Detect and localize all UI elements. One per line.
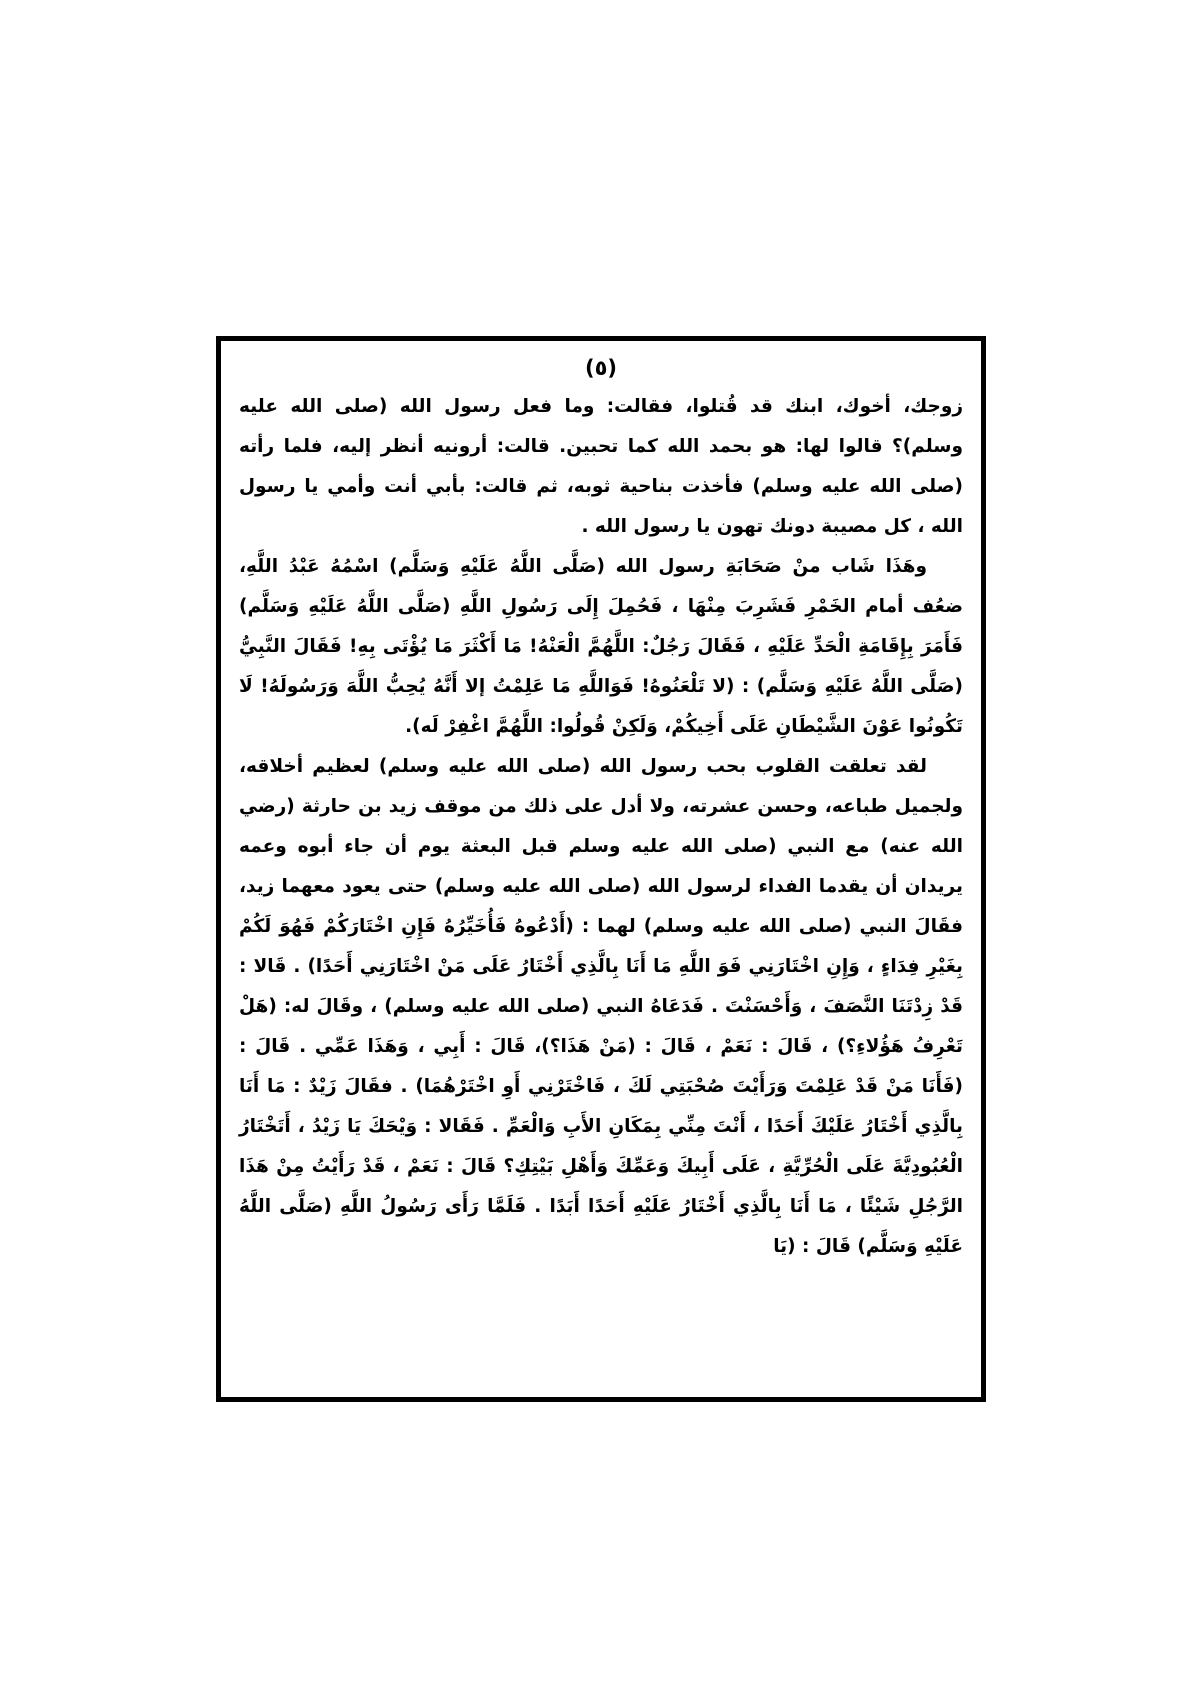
paragraph-1: زوجك، أخوك، ابنك قد قُتلوا، فقالت: وما فعل رسول الله (صلى الله عليه وسلم)؟ قالوا لها: هو بحمد الله كما تحبين. قالت: أرونيه أنظر إليه، فلما رأته (صلى الله عليه وسلم) فأخذت بناحية ثوبه، ثم قالت: بأبي أنت وأمي يا رسول الله ، كل مصيبة دونك تهون يا رسول الله . [239, 396, 963, 537]
paragraph-3: لقد تعلقت القلوب بحب رسول الله (صلى الله عليه وسلم) لعظيم أخلاقه، ولجميل طباعه، وحسن عشرته، ولا أدل على ذلك من موقف زيد بن حارثة (رضي الله عنه) مع النبي (صلى الله عليه وسلم قبل البعثة يوم أن جاء أبوه وعمه يريدان أن يقدما الفداء لرسول الله (صلى الله عليه وسلم) حتى يعود معهما زيد، فقَالَ النبي (صلى الله عليه وسلم) لهما : (أَدْعُوهُ فَأُخَيِّرُهُ فَإِنِ اخْتَارَكُمْ فَهُوَ لَكُمْ بِغَيْرِ فِدَاءٍ ، وَإِنِ اخْتَارَنِي فَوَ اللَّهِ مَا أَنَا بِالَّذِي أَخْتَارُ عَلَى مَنْ اخْتَارَنِي أَحَدًا) . قَالا : قَدْ زِدْتَنَا النَّصَفَ ، وَأَحْسَنْتَ . فَدَعَاهُ النبي (صلى الله عليه وسلم) ، وقَالَ له: (هَلْ تَعْرِفُ هَؤُلاءِ؟) ، قَالَ : نَعَمْ ، قَالَ : (مَنْ هَذَا؟)، قَالَ : أَبِي ، وَهَذَا عَمِّي . قَالَ : (فَأَنَا مَنْ قَدْ عَلِمْتَ وَرَأَيْتَ صُحْبَتِي لَكَ ، فَاخْتَرْنِي أَوِ اخْتَرْهُمَا) . فقَالَ زَيْدٌ : مَا أَنَا بِالَّذِي أَخْتَارُ عَلَيْكَ أَحَدًا ، أَنْتَ مِنِّي بِمَكَانِ الأَبِ وَالْعَمِّ . فَقَالا : وَيْحَكَ يَا زَيْدُ ، أَتَخْتَارُ الْعُبُودِيَّةَ عَلَى الْحُرِّيَّةِ ، عَلَى أَبِيكَ وَعَمِّكَ وَأَهْلِ بَيْتِكِ؟ قَالَ : نَعَمْ ، قَدْ رَأَيْتُ مِنْ هَذَا الرَّجُلِ شَيْئًا ، مَا أَنَا بِالَّذِي أَخْتَارُ عَلَيْهِ أَحَدًا أَبَدًا . فَلَمَّا رَأَى رَسُولُ اللَّهِ (صَلَّى اللَّهُ عَلَيْهِ وَسَلَّم) قَالَ : (يَا [239, 756, 963, 1257]
page-border-frame [216, 336, 986, 1402]
page-body-text [239, 387, 963, 1267]
paragraph-2: وهَذَا شَاب منْ صَحَابَةِ رسول الله (صَلَّى اللَّهُ عَلَيْهِ وَسَلَّم) اسْمُهُ عَبْدُ اللَّهِ، ضعُف أمام الخَمْرِ فَشَرِبَ مِنْهَا ، فَحُمِلَ إِلَى رَسُولِ اللَّهِ (صَلَّى اللَّهُ عَلَيْهِ وَسَلَّم) فَأَمَرَ بِإِقَامَةِ الْحَدِّ عَلَيْهِ ، فَقَالَ رَجُلٌ: اللَّهُمَّ الْعَنْهُ! مَا أَكْثَرَ مَا يُؤْتَى بِهِ! فَقَالَ النَّبِيُّ (صَلَّى اللَّهُ عَلَيْهِ وَسَلَّم) : (لا تَلْعَنُوهُ! فَوَاللَّهِ مَا عَلِمْتُ إلا أَنَّهُ يُحِبُّ اللَّهَ وَرَسُولَهُ! لَا تَكُونُوا عَوْنَ الشَّيْطَانِ عَلَى أَخِيكُمْ، وَلَكِنْ قُولُوا: اللَّهُمَّ اغْفِرْ لَه). [239, 556, 963, 737]
page-number: (٥) [584, 356, 618, 380]
